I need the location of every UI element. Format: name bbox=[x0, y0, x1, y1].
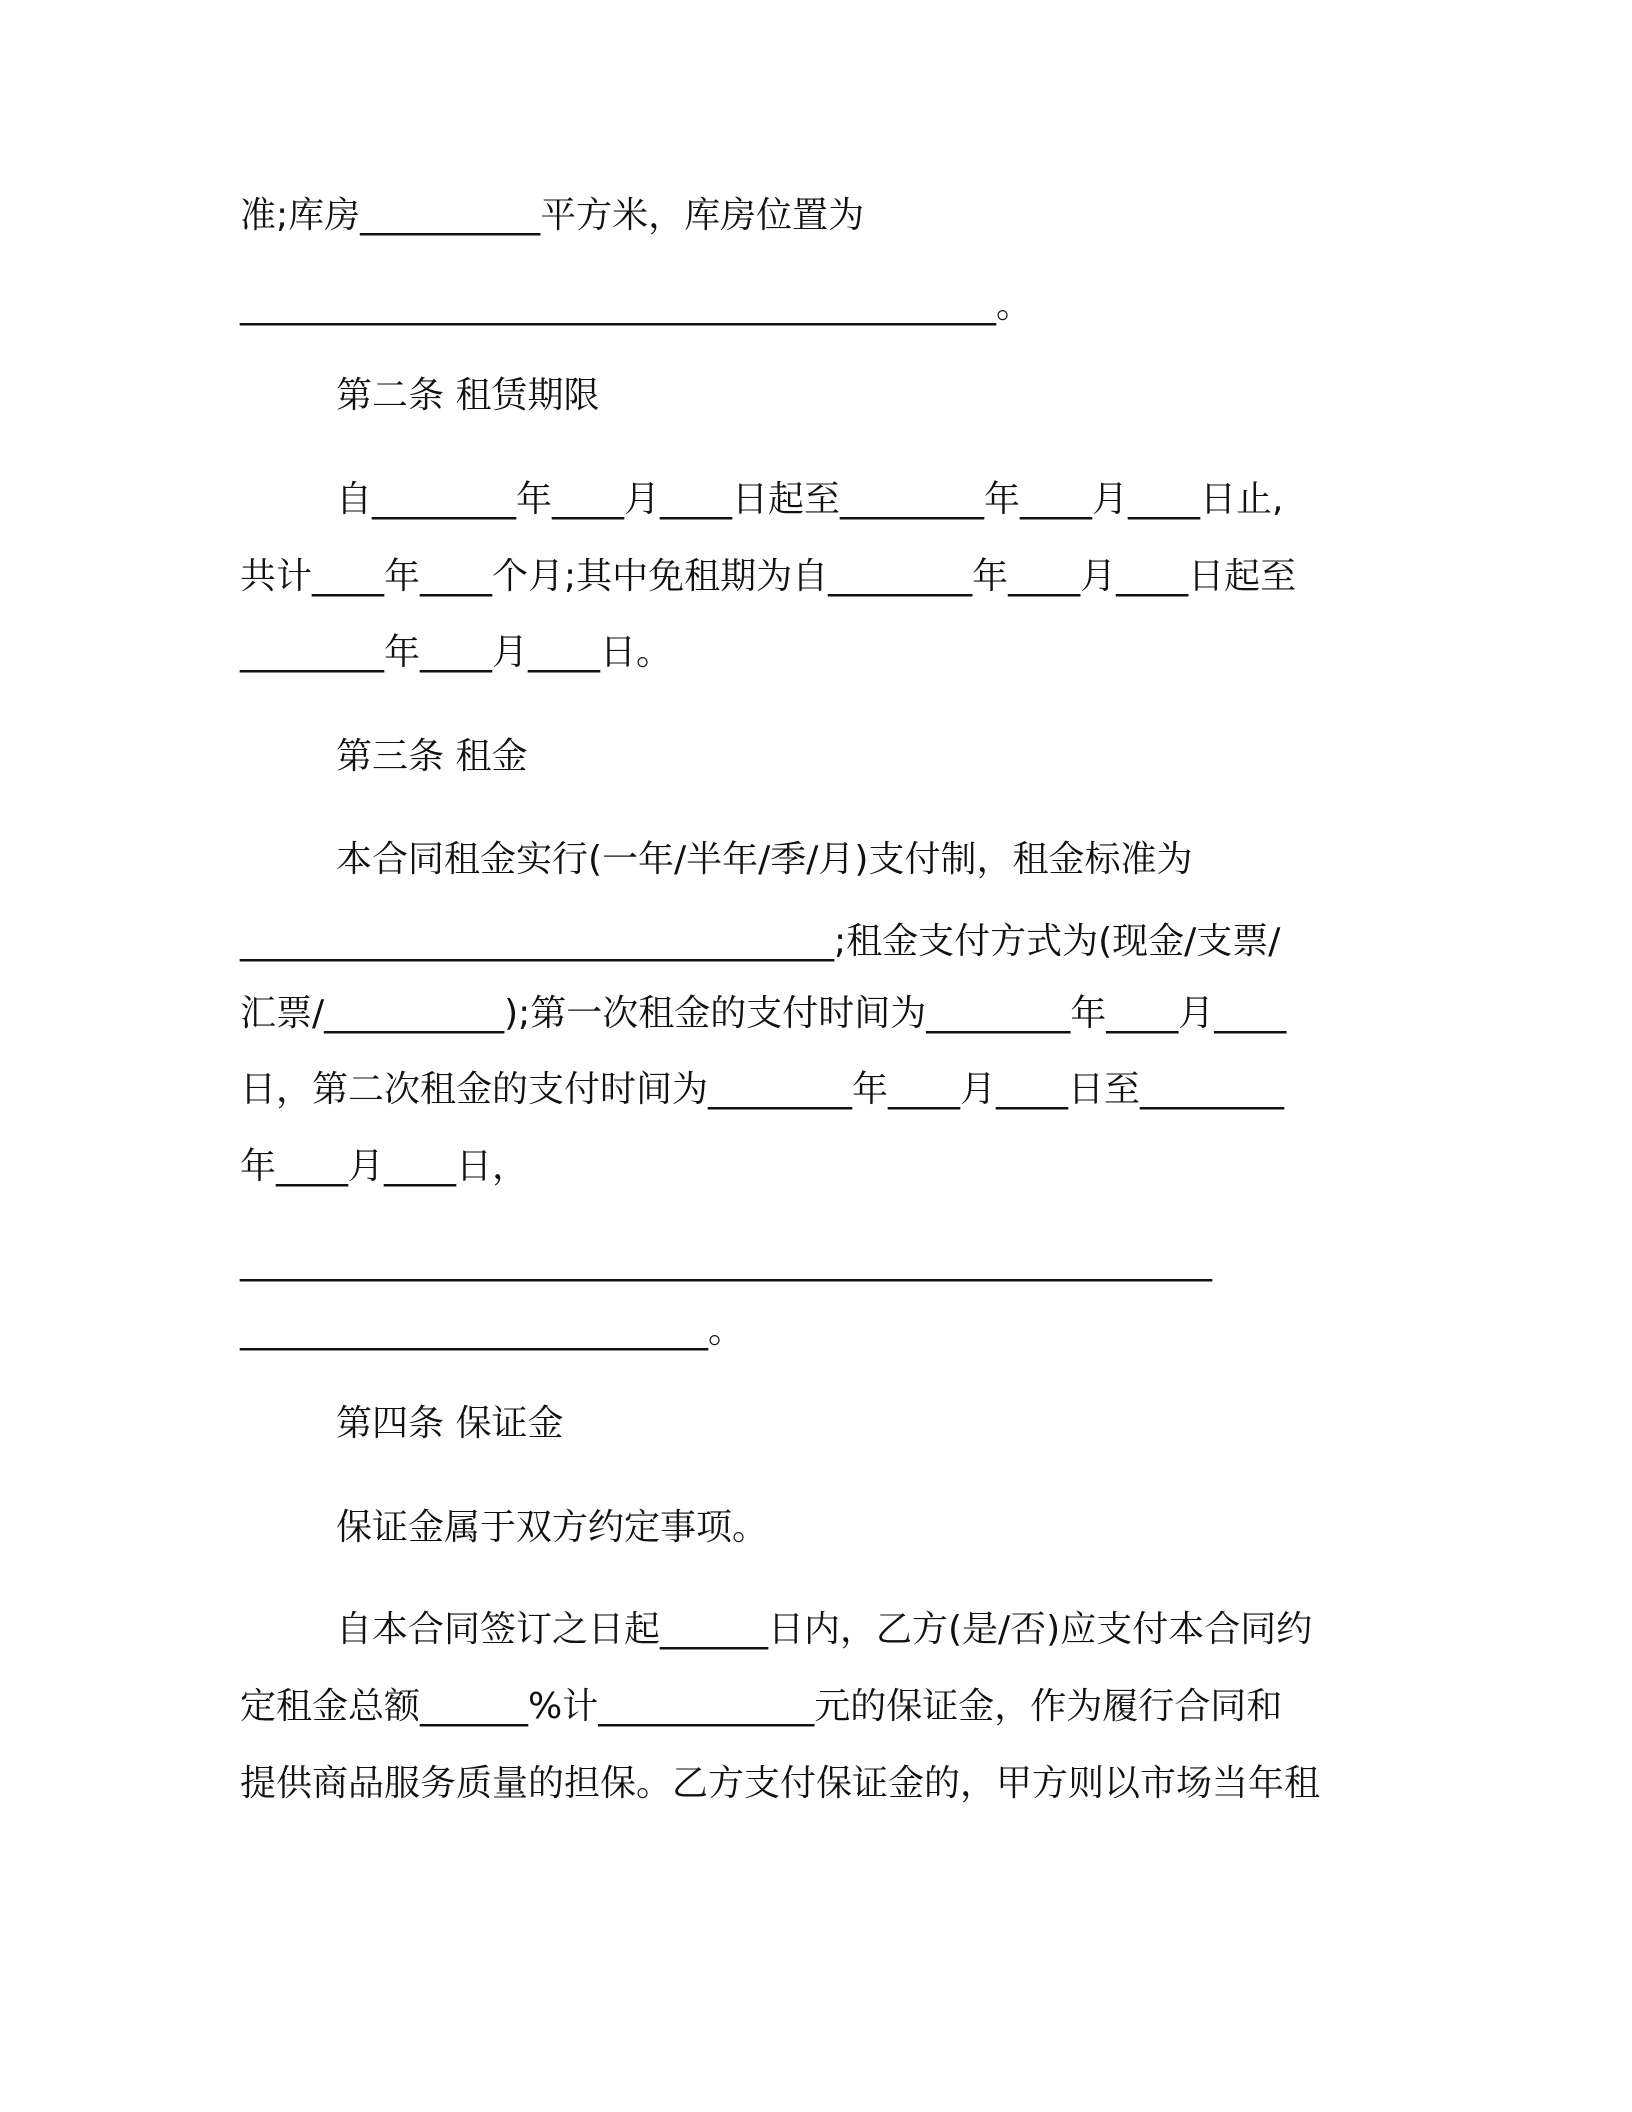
text-line: 保证金属于双方约定事项。 bbox=[336, 1507, 769, 1548]
text-line: __________________________________________。 bbox=[240, 285, 1032, 326]
text-line: 定租金总额______%计____________元的保证金，作为履行合同和 bbox=[240, 1686, 1283, 1727]
text-line: ________年____月____日。 bbox=[240, 632, 673, 673]
text-line: 提供商品服务质量的担保。乙方支付保证金的，甲方则以市场当年租 bbox=[240, 1763, 1321, 1804]
text-line: __________________________。 bbox=[240, 1310, 744, 1351]
text-line: 日，第二次租金的支付时间为________年____月____日至________ bbox=[240, 1069, 1285, 1110]
text-line: 准;库房__________平方米，库房位置为 bbox=[240, 195, 865, 236]
text-line: 本合同租金实行(一年/半年/季/月)支付制，租金标准为 bbox=[336, 839, 1193, 880]
section-heading: 第四条 保证金 bbox=[336, 1403, 564, 1444]
text-line: 共计____年____个月;其中免租期为自________年____月____日起至 bbox=[240, 556, 1297, 597]
section-heading: 第三条 租金 bbox=[336, 736, 528, 777]
section-heading: 第二条 租赁期限 bbox=[336, 375, 600, 416]
text-line: 自本合同签订之日起______日内，乙方(是/否)应支付本合同约 bbox=[336, 1609, 1313, 1650]
text-line: ______________________________________________________ bbox=[240, 1241, 1212, 1282]
text-line: 年____月____日， bbox=[240, 1146, 529, 1187]
text-line: 自________年____月____日起至________年____月____日止, bbox=[336, 479, 1284, 520]
text-line: 汇票/__________);第一次租金的支付时间为________年____月____ bbox=[240, 993, 1287, 1034]
text-line: _________________________________;租金支付方式为(现金/支票/ bbox=[240, 921, 1281, 962]
